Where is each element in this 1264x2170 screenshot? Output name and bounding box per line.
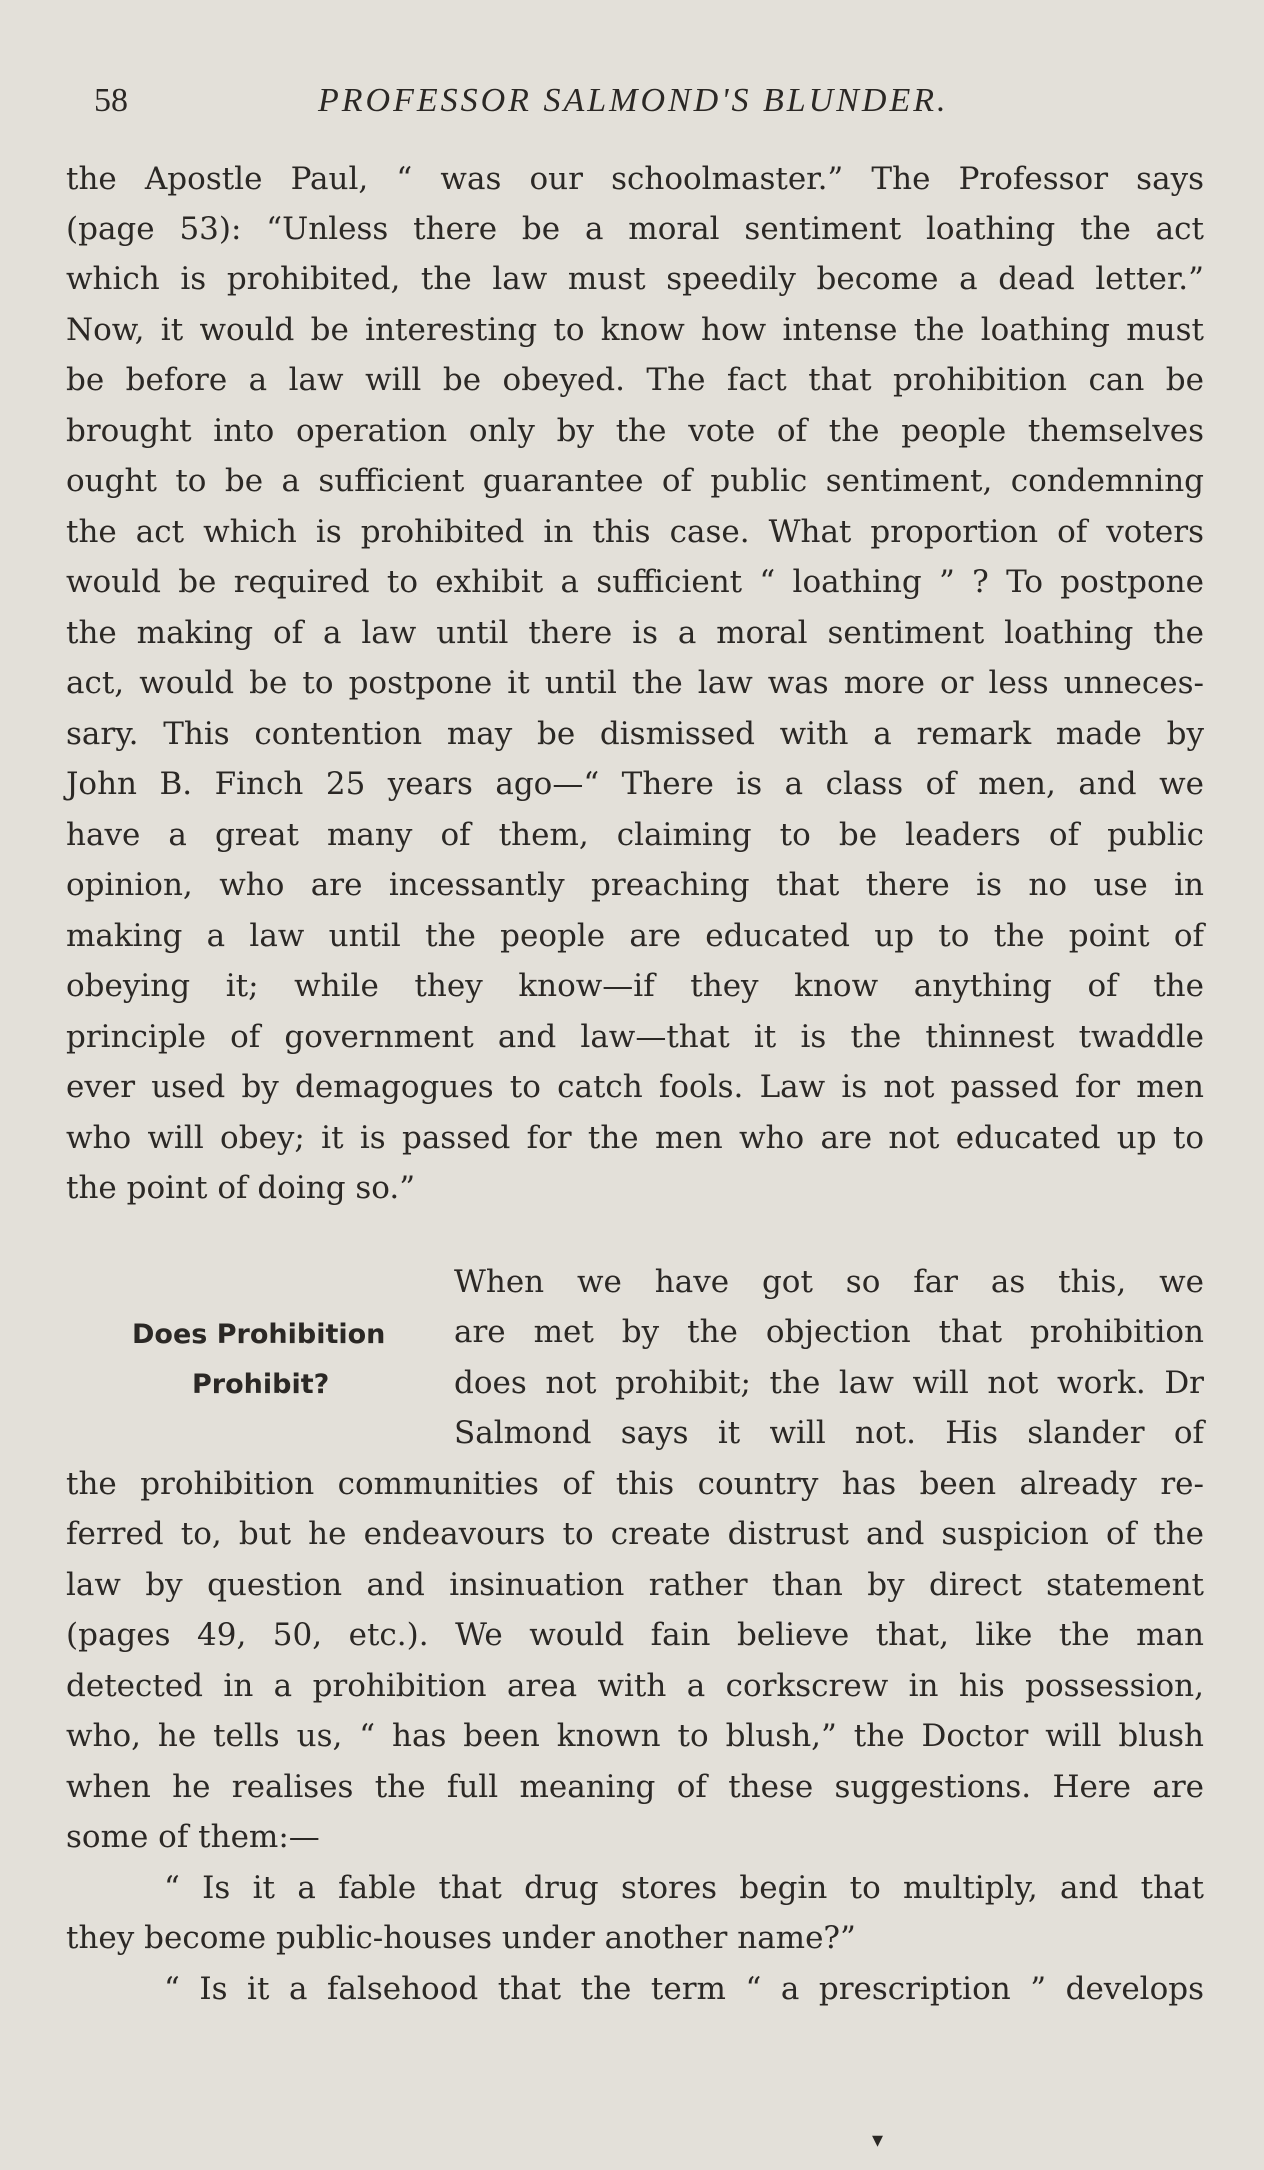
text-line: ought to be a sufficient guarantee of public sentiment, condemning <box>66 463 1204 499</box>
text-line: principle of government and law—that it is the thinnest twaddle <box>66 1019 1204 1055</box>
text-line: detected in a prohibition area with a corkscrew in his possession, <box>66 1668 1204 1704</box>
text-line: sary. This contention may be dismissed with a remark made by <box>66 716 1204 752</box>
sidenote-heading <box>94 1310 434 1410</box>
text-line: the act which is prohibited in this case. What proportion of voters <box>66 514 1204 550</box>
text-line: the Apostle Paul, “ was our schoolmaster.” The Professor says <box>66 161 1204 197</box>
quote-line: “ Is it a falsehood that the term “ a prescription ” develops <box>164 1971 1204 2007</box>
sidenote-line: Prohibit? <box>192 1369 330 1400</box>
text-line: does not prohibit; the law will not work. Dr <box>454 1365 1204 1401</box>
quote-line: “ Is it a fable that drug stores begin to multiply, and that <box>164 1870 1204 1906</box>
text-line: making a law until the people are educated up to the point of <box>66 918 1204 954</box>
text-line: opinion, who are incessantly preaching that there is no use in <box>66 867 1204 903</box>
text-line: When we have got so far as this, we <box>454 1264 1204 1300</box>
text-line: John B. Finch 25 years ago—“ There is a class of men, and we <box>66 766 1204 802</box>
text-line: are met by the objection that prohibition <box>454 1314 1204 1350</box>
text-line: (pages 49, 50, etc.). We would fain believe that, like the man <box>66 1617 1204 1653</box>
text-line: be before a law will be obeyed. The fact that prohibition can be <box>66 362 1204 398</box>
text-line: Salmond says it will not. His slander of <box>454 1415 1204 1451</box>
text-line: act, would be to postpone it until the law was more or less unneces- <box>66 665 1204 701</box>
text-line: ever used by demagogues to catch fools. Law is not passed for men <box>66 1069 1204 1105</box>
text-line: the making of a law until there is a moral sentiment loathing the <box>66 615 1204 651</box>
text-line: ferred to, but he endeavours to create distrust and suspicion of the <box>66 1516 1204 1552</box>
text-line: the point of doing so.” <box>66 1170 416 1206</box>
quote-line: they become public-houses under another name?” <box>66 1920 856 1956</box>
text-line: who will obey; it is passed for the men who are not educated up to <box>66 1120 1204 1156</box>
page-number: 58 <box>94 82 128 119</box>
text-line: the prohibition communities of this country has been already re- <box>66 1466 1204 1502</box>
text-line: Now, it would be interesting to know how intense the loathing must <box>66 312 1204 348</box>
text-line: (page 53): “Unless there be a moral sentiment loathing the act <box>66 211 1204 247</box>
text-line: would be required to exhibit a sufficient “ loathing ” ? To postpone <box>66 564 1204 600</box>
text-line: have a great many of them, claiming to be leaders of public <box>66 817 1204 853</box>
text-line: obeying it; while they know—if they know anything of the <box>66 968 1204 1004</box>
text-line: which is prohibited, the law must speedily become a dead letter.” <box>66 261 1204 297</box>
text-line: some of them:— <box>66 1819 320 1855</box>
running-head <box>0 82 1264 132</box>
text-line: when he realises the full meaning of these suggestions. Here are <box>66 1769 1204 1805</box>
running-title: PROFESSOR SALMOND'S BLUNDER. <box>318 82 949 119</box>
text-line: law by question and insinuation rather than by direct statement <box>66 1567 1204 1603</box>
text-line: who, he tells us, “ has been known to blush,” the Doctor will blush <box>66 1718 1204 1754</box>
sidenote-line: Does Prohibition <box>132 1319 386 1350</box>
ink-mark: ▾ <box>872 2128 884 2153</box>
text-line: brought into operation only by the vote of the people themselves <box>66 413 1204 449</box>
